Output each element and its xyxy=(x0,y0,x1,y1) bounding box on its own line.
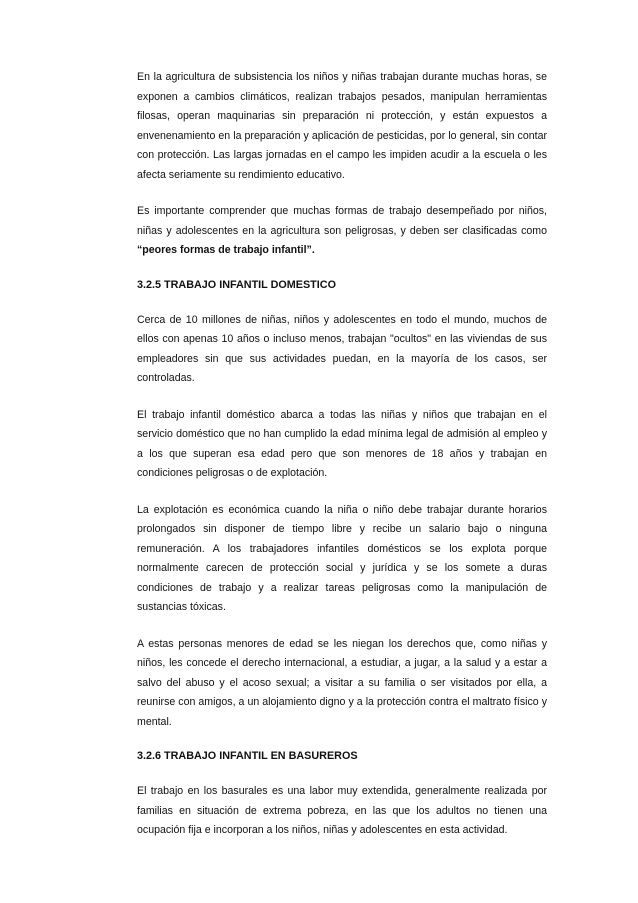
paragraph-formas-peligrosas xyxy=(137,202,547,261)
paragraph-diez-millones: Cerca de 10 millones de niñas, niños y adolescentes en todo el mundo, muchos de ellos con apenas 10 años o incluso menos, trabajan "ocultos" en las viviendas de sus empleadores sin que sus actividades puedan, en la mayoría de los casos, ser controladas. xyxy=(137,313,547,384)
paragraph-trabajo-domestico-definicion: El trabajo infantil doméstico abarca a todas las niñas y niños que trabajan en el servicio doméstico que no han cumplido la edad mínima legal de admisión al empleo y a los que superan esa edad pero que son menores de 18 años y trabajan en condiciones peligrosas o de explotación. xyxy=(137,408,547,479)
paragraph-derechos-negados: A estas personas menores de edad se les niegan los derechos que, como niñas y niños, les concede el derecho internacional, a estudiar, a jugar, a la salud y a estar a salvo del abuso y el acoso sexual; a visitar a su familia o ser visitados por ella, a reunirse con amigos, a un alojamiento digno y a la protección contra el maltrato físico y mental. xyxy=(137,637,547,728)
paragraph-agricultura-subsistencia: En la agricultura de subsistencia los niños y niñas trabajan durante muchas horas, se exponen a cambios climáticos, realizan trabajos pesados, manipulan herramientas filosas, operan maquinarias sin preparación ni protección, y están expuestos a envenenamiento en la preparación y aplicación de pesticidas, por lo general, sin contar con protección. Las largas jornadas en el campo les impiden acudir a la escuela o les afecta seriamente su rendimiento educativo. xyxy=(137,71,547,181)
paragraph-formas-peligrosas-text: Es importante comprender que muchas formas de trabajo desempeñado por niños, niñas y adolescentes en la agricultura son peligrosas, y deben ser clasificadas como xyxy=(137,205,547,237)
section-heading-3-2-5: 3.2.5 TRABAJO INFANTIL DOMESTICO xyxy=(137,278,336,291)
paragraph-basurales: El trabajo en los basurales es una labor muy extendida, generalmente realizada por familias en situación de extrema pobreza, en las que los adultos no tienen una ocupación fija e incorporan a los niños, niñas y adolescentes en esta actividad. xyxy=(137,785,547,836)
peores-formas-emphasis: “peores formas de trabajo infantil”. xyxy=(137,244,315,256)
paragraph-explotacion-economica: La explotación es económica cuando la niña o niño debe trabajar durante horarios prolongados sin disponer de tiempo libre y recibe un salario bajo o ninguna remuneración. A los trabajadores infantiles domésticos se los explota porque normalmente carecen de protección social y jurídica y se los somete a duras condiciones de trabajo y a realizar tareas peligrosas como la manipulación de sustancias tóxicas. xyxy=(137,503,547,613)
section-heading-3-2-6: 3.2.6 TRABAJO INFANTIL EN BASUREROS xyxy=(137,750,358,762)
